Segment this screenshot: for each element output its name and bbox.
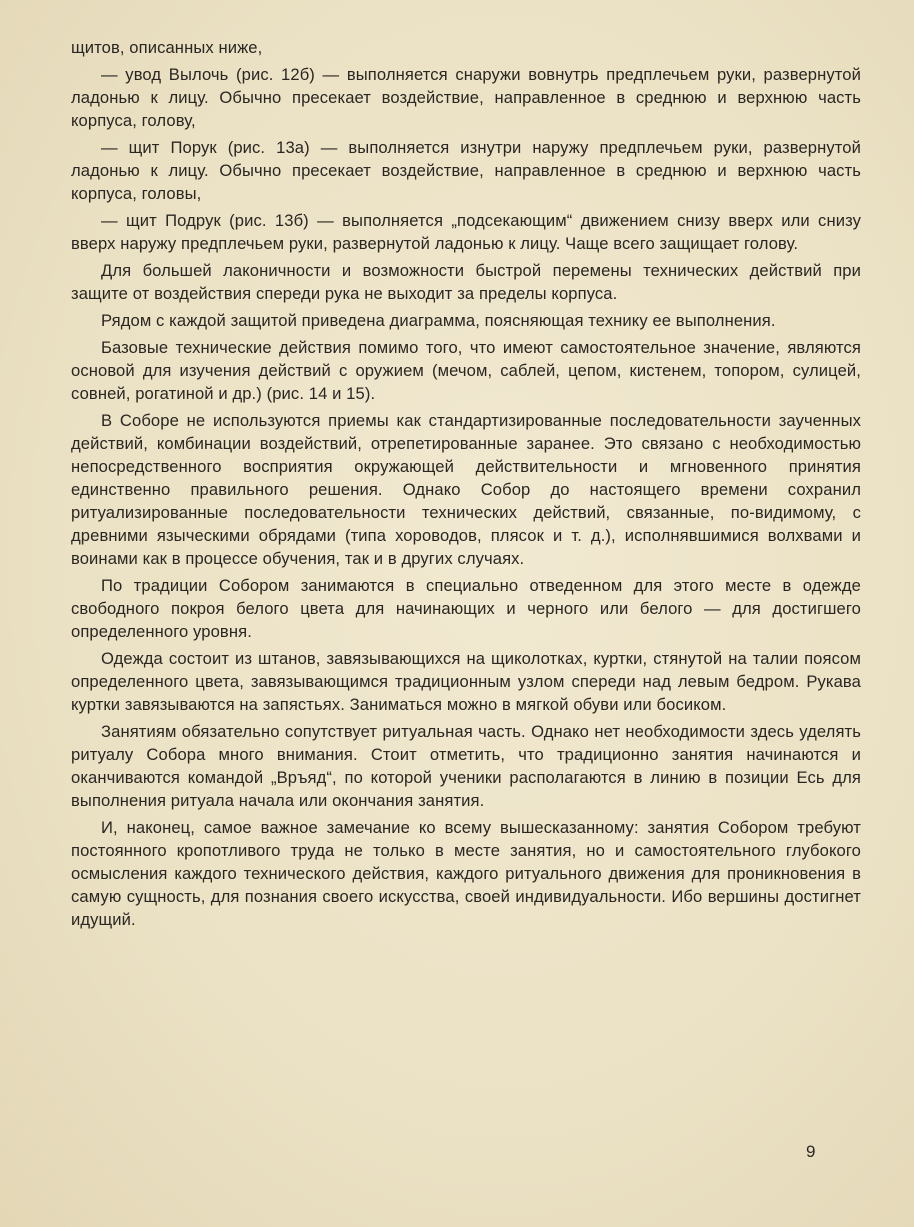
page-number: 9 [806,1142,816,1161]
paragraph-shchit-podruk: — щит Подрук (рис. 13б) — выполняется „подсекающим“ движением снизу вверх или снизу вверх наружу предплечьем руки, развернутой ладонью к лицу. Чаще всего защищает голову. [71,211,861,253]
body-text [71,36,861,935]
paragraph-tradition-place: По традиции Собором занимаются в специально отведенном для этого месте в одежде свободного покроя белого цвета для начинающих и черного или белого — для достигшего определенного уровня. [71,576,861,641]
paragraph-no-techniques: В Соборе не используются приемы как стандартизированные последовательности заученных действий, комбинации воздействий, отрепетированные заранее. Это связано с необходимостью непосредственного восприятия окружающей действительности и мгновенного принятия единственно правильного решения. Однако Собор до настоящего времени сохранил ритуализированные последовательности технических действий, связанные, по-видимому, с древними языческими обрядами (типа хороводов, плясок и т. д.), исполнявшимися волхвами и воинами как в процессе обучения, так и в других случаях. [71,411,861,568]
paragraph-laconicism: Для большей лаконичности и возможности быстрой перемены технических действий при защите от воздействия спереди рука не выходит за пределы корпуса. [71,261,861,303]
paragraph-shchit-poruk: — щит Порук (рис. 13а) — выполняется изнутри наружу предплечьем руки, развернутой ладонью к лицу. Обычно пресекает воздействие, направленное в среднюю и верхнюю часть корпуса, головы, [71,138,861,203]
paragraph-diagram-note: Рядом с каждой защитой приведена диаграмма, поясняющая технику ее выполнения. [101,311,776,330]
paragraph-uvod-vyloch: — увод Вылочь (рис. 12б) — выполняется снаружи вовнутрь предплечьем руки, развернутой ладонью к лицу. Обычно пресекает воздействие, направленное в среднюю и верхнюю часть корпуса, голову, [71,65,861,130]
paragraph-ritual: Занятиям обязательно сопутствует ритуальная часть. Однако нет необходимости здесь уделять ритуалу Собора много внимания. Стоит отметить, что традиционно занятия начинаются и оканчиваются командой „Връяд“, по которой ученики располагаются в линию в позиции Есь для выполнения ритуала начала или окончания занятия. [71,722,861,810]
paragraph-conclusion: И, наконец, самое важное замечание ко всему вышесказанному: занятия Собором требуют постоянного кропотливого труда не только в месте занятия, но и самостоятельного глубокого осмысления каждого технического действия, каждого ритуального движения для проникновения в самую сущность, для познания своего искусства, своей индивидуальности. Ибо вершины достигнет идущий. [71,818,861,929]
paragraph-shields-intro: щитов, описанных ниже, [71,38,263,57]
paragraph-base-actions: Базовые технические действия помимо того, что имеют самостоятельное значение, являются основой для изучения действий с оружием (мечом, саблей, цепом, кистенем, топором, сулицей, совней, рогатиной и др.) (рис. 14 и 15). [71,338,861,403]
paragraph-clothing: Одежда состоит из штанов, завязывающихся на щиколотках, куртки, стянутой на талии поясом определенного цвета, завязывающимся традиционным узлом спереди над левым бедром. Рукава куртки завязываются на запястьях. Заниматься можно в мягкой обуви или босиком. [71,649,861,714]
